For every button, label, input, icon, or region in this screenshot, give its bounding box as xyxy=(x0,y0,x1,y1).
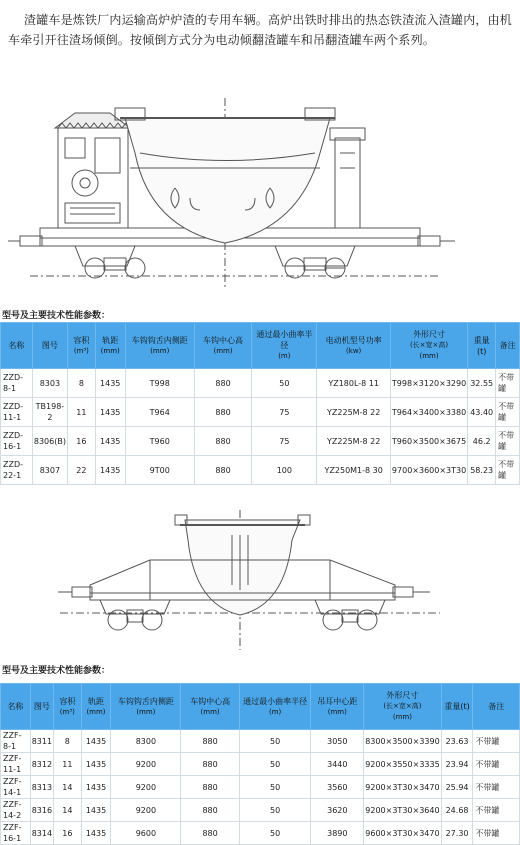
cell-coupler-height: 880 xyxy=(194,456,251,485)
cell-gauge: 1435 xyxy=(95,456,125,485)
cell-drawing: 8314 xyxy=(30,822,53,845)
cell-dims: 9600×3T30×3470 xyxy=(364,822,441,845)
col-coupler-dist: 车钩钩舌内侧距 (mm) xyxy=(125,323,194,369)
col-drawing: 图号 xyxy=(32,323,67,369)
cell-drawing: 8307 xyxy=(32,456,67,485)
cell-coupler-height: 880 xyxy=(181,822,239,845)
cell-weight: 25.94 xyxy=(441,776,473,799)
cell-gauge: 1435 xyxy=(81,822,111,845)
col-radius: 通过最小曲率半径 (m) xyxy=(239,684,311,730)
cell-volume: 22 xyxy=(67,456,95,485)
col-dims: 外形尺寸 (长×宽×高) (mm) xyxy=(390,323,467,369)
cell-drawing: 8303 xyxy=(32,369,67,398)
cell-coupler-dist: 9T00 xyxy=(125,456,194,485)
col-weight: 重量(t) xyxy=(441,684,473,730)
table-row xyxy=(1,799,520,822)
table-row xyxy=(1,427,520,456)
cell-drawing: TB198-2 xyxy=(32,398,67,427)
cell-radius: 75 xyxy=(252,427,317,456)
electric-tipping-slag-car-drawing xyxy=(0,58,520,308)
cell-dims: T998×3120×3290 xyxy=(390,369,467,398)
cell-coupler-dist: 9200 xyxy=(111,776,181,799)
col-coupler-dist: 车钩钩舌内侧距 (mm) xyxy=(111,684,181,730)
cell-name: ZZF-14-1 xyxy=(1,776,31,799)
cell-note: 不带罐 xyxy=(496,456,520,485)
cell-weight: 27.30 xyxy=(441,822,473,845)
cell-motor: YZ250M1-8 30 xyxy=(317,456,390,485)
cell-dims: T960×3500×3675 xyxy=(390,427,467,456)
col-coupler-height: 车钩中心高 (mm) xyxy=(181,684,239,730)
cell-weight: 24.68 xyxy=(441,799,473,822)
cell-dims: 8300×3500×3390 xyxy=(364,730,441,753)
cell-gauge: 1435 xyxy=(95,398,125,427)
col-name: 名称 xyxy=(1,684,31,730)
cell-coupler-dist: T960 xyxy=(125,427,194,456)
cell-note: 不带罐 xyxy=(496,427,520,456)
cell-radius: 50 xyxy=(239,799,311,822)
cell-radius: 75 xyxy=(252,398,317,427)
cell-name: ZZD-22-1 xyxy=(1,456,33,485)
section2-title: 型号及主要技术性能参数： xyxy=(2,666,111,676)
table-body xyxy=(1,730,520,845)
cell-lug: 3560 xyxy=(311,776,364,799)
cell-volume: 11 xyxy=(54,753,82,776)
cell-note: 不带罐 xyxy=(473,730,520,753)
table-header-row xyxy=(1,684,520,730)
cell-radius: 50 xyxy=(239,730,311,753)
cell-coupler-height: 880 xyxy=(194,427,251,456)
cell-gauge: 1435 xyxy=(81,753,111,776)
col-lug: 吊耳中心距 (mm) xyxy=(311,684,364,730)
col-radius: 通过最小曲率半径 (m) xyxy=(252,323,317,369)
cell-coupler-height: 880 xyxy=(181,799,239,822)
cell-name: ZZF-8-1 xyxy=(1,730,31,753)
cell-coupler-dist: T998 xyxy=(125,369,194,398)
cell-coupler-height: 880 xyxy=(181,776,239,799)
table-row xyxy=(1,456,520,485)
table-row xyxy=(1,822,520,845)
cell-drawing: 8313 xyxy=(30,776,53,799)
table-row xyxy=(1,398,520,427)
cell-dims: 9700×3600×3T30 xyxy=(390,456,467,485)
cell-weight: 58.23 xyxy=(468,456,496,485)
cell-radius: 50 xyxy=(252,369,317,398)
cell-weight: 23.63 xyxy=(441,730,473,753)
col-name: 名称 xyxy=(1,323,33,369)
cell-name: ZZD-8-1 xyxy=(1,369,33,398)
cell-motor: YZ225M-8 22 xyxy=(317,427,390,456)
cell-name: ZZD-11-1 xyxy=(1,398,33,427)
cell-drawing: 8311 xyxy=(30,730,53,753)
cell-name: ZZF-14-2 xyxy=(1,799,31,822)
cell-coupler-dist: 9600 xyxy=(111,822,181,845)
cell-volume: 14 xyxy=(54,776,82,799)
cell-radius: 50 xyxy=(239,822,311,845)
cell-gauge: 1435 xyxy=(95,369,125,398)
cell-coupler-dist: 9200 xyxy=(111,753,181,776)
table-row xyxy=(1,776,520,799)
cell-lug: 3050 xyxy=(311,730,364,753)
cell-coupler-dist: T964 xyxy=(125,398,194,427)
col-motor: 电动机型号功率 (kw) xyxy=(317,323,390,369)
col-dims: 外形尺寸 (长×宽×高) (mm) xyxy=(364,684,441,730)
cell-dims: 9200×3T30×3640 xyxy=(364,799,441,822)
col-gauge: 轨距 (mm) xyxy=(81,684,111,730)
cell-coupler-height: 880 xyxy=(181,753,239,776)
cell-gauge: 1435 xyxy=(81,799,111,822)
cell-volume: 8 xyxy=(54,730,82,753)
cell-note: 不带罐 xyxy=(473,822,520,845)
cell-gauge: 1435 xyxy=(81,776,111,799)
cell-note: 不带罐 xyxy=(473,753,520,776)
crane-tipping-spec-table xyxy=(0,683,520,845)
cell-volume: 16 xyxy=(54,822,82,845)
cell-lug: 3890 xyxy=(311,822,364,845)
cell-note: 不带罐 xyxy=(496,398,520,427)
intro-paragraph: 渣罐车是炼铁厂内运输高炉炉渣的专用车辆。高炉出铁时排出的热态铁渣流入渣罐内，由机车牵引开往渣场倾倒。按倾倒方式分为电动倾翻渣罐车和吊翻渣罐车两个系列。 xyxy=(8,13,513,47)
table-body xyxy=(1,369,520,485)
cell-coupler-height: 880 xyxy=(181,730,239,753)
col-coupler-height: 车钩中心高 (mm) xyxy=(194,323,251,369)
col-volume: 容积 (m³) xyxy=(54,684,82,730)
cell-weight: 43.40 xyxy=(468,398,496,427)
table-row xyxy=(1,753,520,776)
cell-lug: 3620 xyxy=(311,799,364,822)
cell-lug: 3440 xyxy=(311,753,364,776)
cell-drawing: 8312 xyxy=(30,753,53,776)
cell-dims: 9200×3T30×3470 xyxy=(364,776,441,799)
cell-note: 不带罐 xyxy=(473,799,520,822)
col-note: 备注 xyxy=(473,684,520,730)
cell-note: 不带罐 xyxy=(496,369,520,398)
col-volume: 容积 (m³) xyxy=(67,323,95,369)
cell-dims: T964×3400×3380 xyxy=(390,398,467,427)
crane-tipping-slag-car-drawing xyxy=(0,505,520,655)
cell-name: ZZF-11-1 xyxy=(1,753,31,776)
cell-weight: 46.2 xyxy=(468,427,496,456)
cell-coupler-dist: 9200 xyxy=(111,799,181,822)
cell-radius: 50 xyxy=(239,776,311,799)
cell-motor: YZ180L-8 11 xyxy=(317,369,390,398)
cell-gauge: 1435 xyxy=(81,730,111,753)
cell-volume: 8 xyxy=(67,369,95,398)
col-drawing: 图号 xyxy=(30,684,53,730)
electric-tipping-spec-table xyxy=(0,322,520,485)
table-row xyxy=(1,730,520,753)
col-gauge: 轨距 (mm) xyxy=(95,323,125,369)
cell-dims: 9200×3550×3335 xyxy=(364,753,441,776)
cell-weight: 32.55 xyxy=(468,369,496,398)
cell-volume: 16 xyxy=(67,427,95,456)
table-row xyxy=(1,369,520,398)
col-weight: 重量(t) xyxy=(468,323,496,369)
cell-coupler-height: 880 xyxy=(194,369,251,398)
table-header-row xyxy=(1,323,520,369)
cell-coupler-dist: 8300 xyxy=(111,730,181,753)
section1-title: 型号及主要技术性能参数： xyxy=(2,311,111,321)
cell-name: ZZF-16-1 xyxy=(1,822,31,845)
cell-volume: 14 xyxy=(54,799,82,822)
cell-radius: 100 xyxy=(252,456,317,485)
col-note: 备注 xyxy=(496,323,520,369)
cell-motor: YZ225M-8 22 xyxy=(317,398,390,427)
cell-weight: 23.94 xyxy=(441,753,473,776)
cell-note: 不带罐 xyxy=(473,776,520,799)
cell-gauge: 1435 xyxy=(95,427,125,456)
cell-name: ZZD-16-1 xyxy=(1,427,33,456)
cell-radius: 50 xyxy=(239,753,311,776)
cell-drawing: 8306(B) xyxy=(32,427,67,456)
cell-volume: 11 xyxy=(67,398,95,427)
cell-drawing: 8316 xyxy=(30,799,53,822)
cell-coupler-height: 880 xyxy=(194,398,251,427)
